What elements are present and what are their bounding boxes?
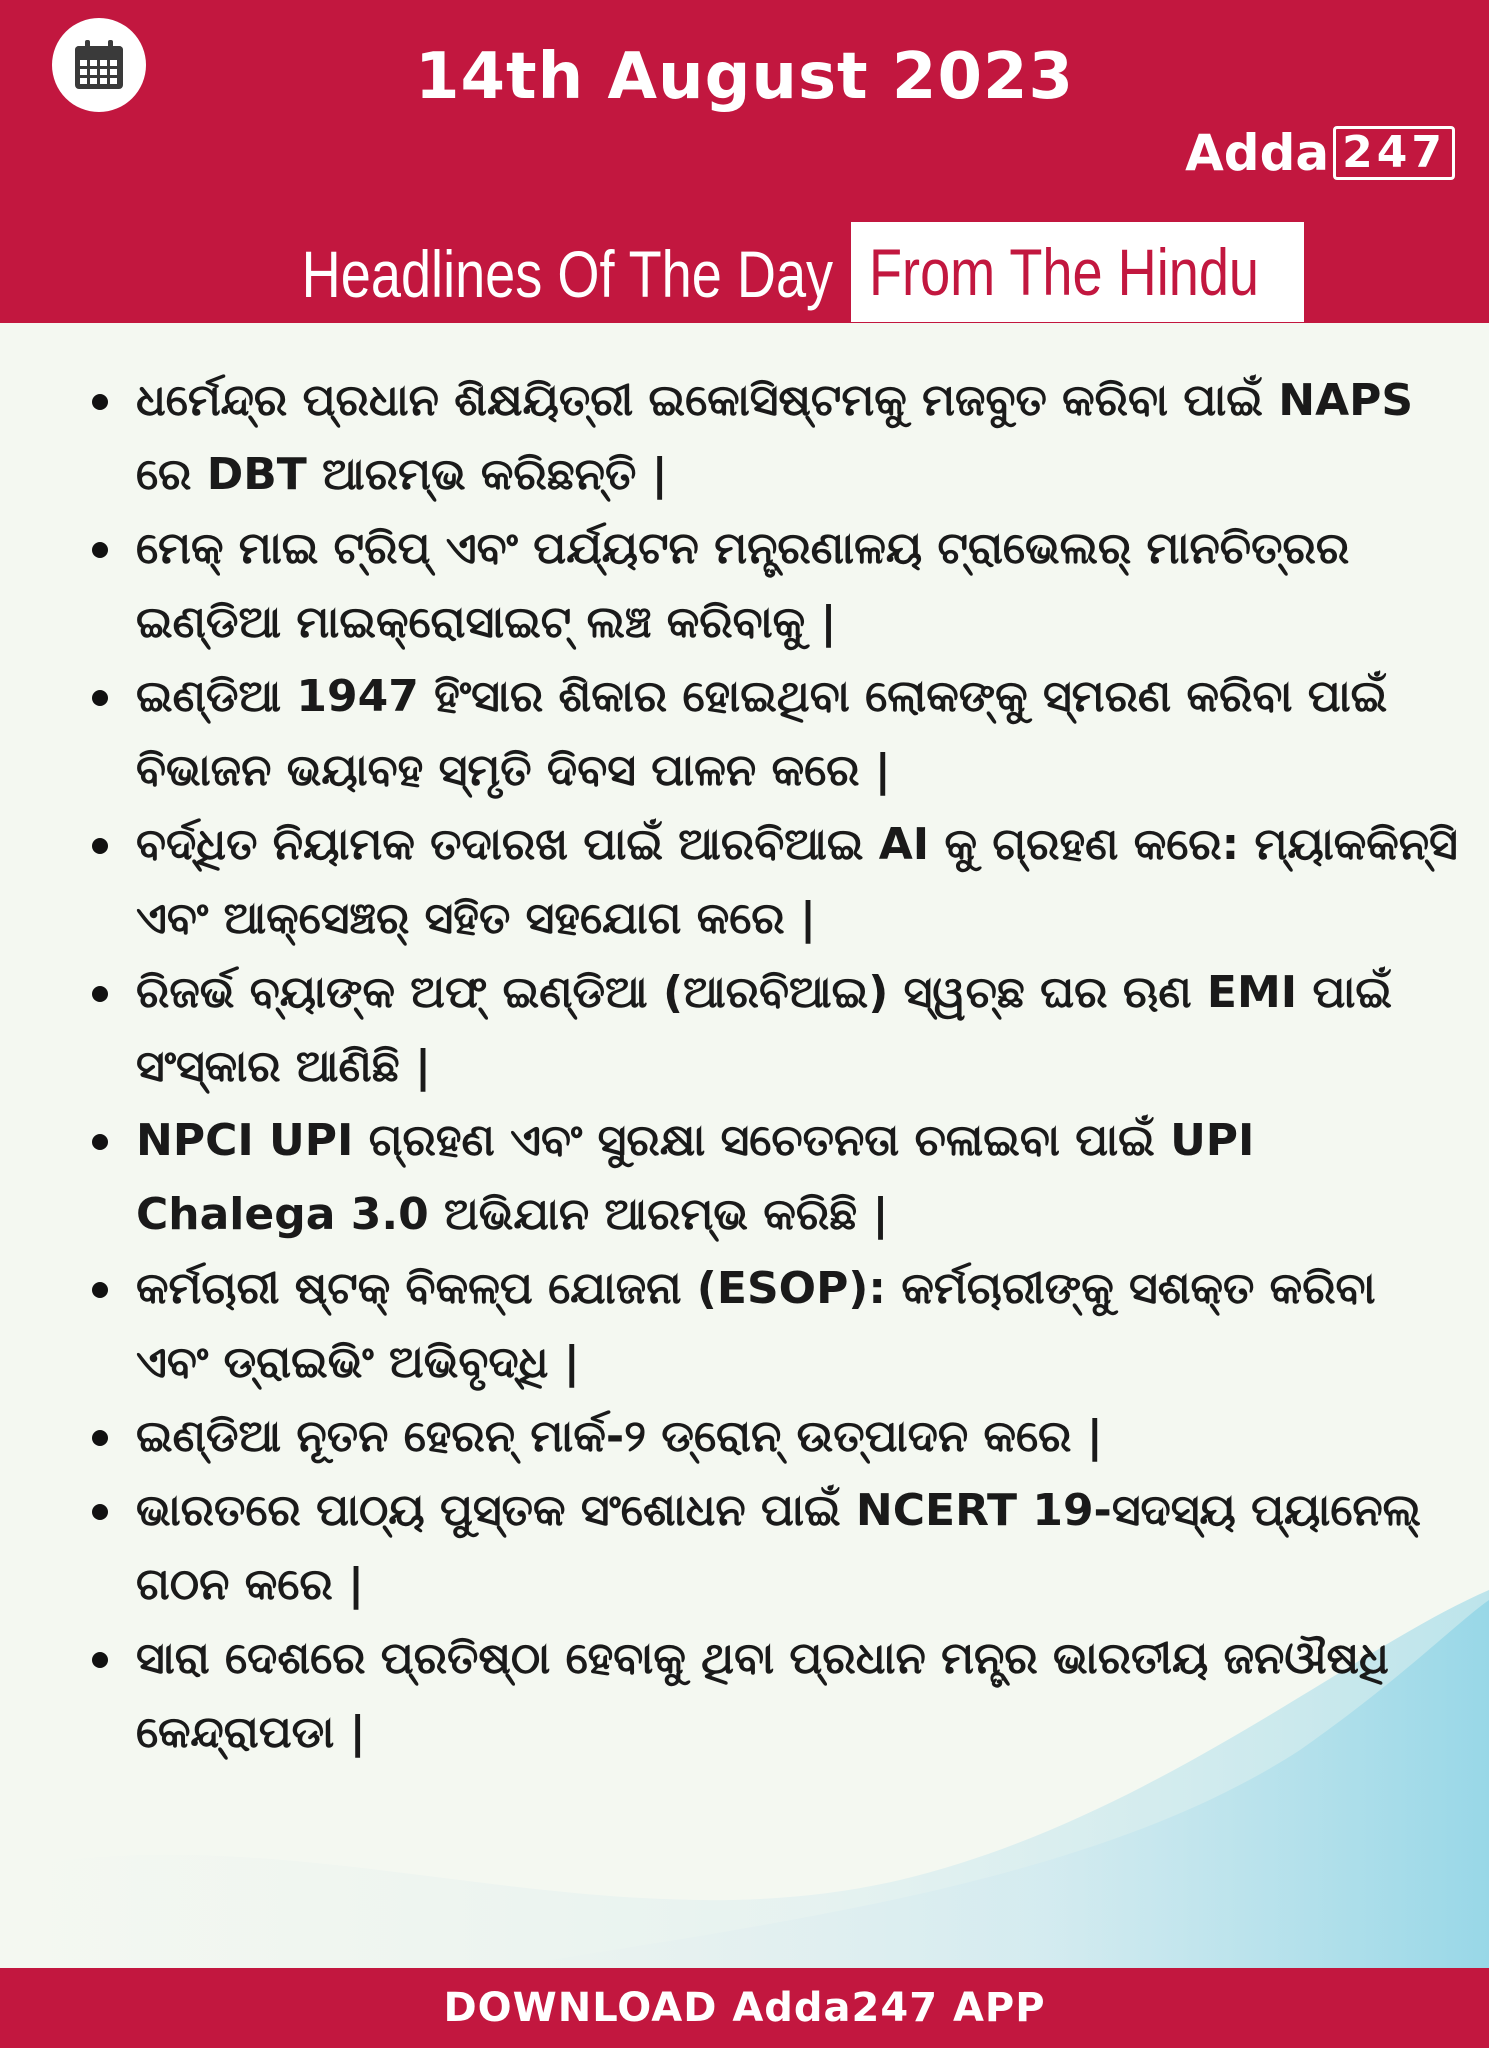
headline-text: ସାରା ଦେଶରେ ପ୍ରତିଷ୍ଠା ହେବାକୁ ଥିବା ପ୍ରଧାନ ମନ୍ତ୍ର ଭାରତୀୟ ଜନଔଷଧି କେନ୍ଦ୍ରାପଡା |: [136, 1633, 1389, 1758]
list-item: [70, 1104, 1460, 1252]
headline-text: ମେକ୍ ମାଇ ଟ୍ରିପ୍ ଏବଂ ପର୍ଯ୍ୟଟନ ମନ୍ତ୍ରଣାଳୟ ଟ୍ରାଭେଲର୍ ମାନଚିତ୍ରର ଇଣ୍ଡିଆ ମାଇକ୍ରୋସାଇଟ୍ ଲଞ୍ଚ କରିବାକୁ |: [136, 523, 1350, 648]
bullet-icon: [92, 1282, 108, 1298]
list-item: [70, 512, 1460, 660]
brand-logo: [1185, 124, 1455, 182]
bullet-icon: [92, 986, 108, 1002]
list-item: [70, 1474, 1460, 1622]
list-item: [70, 364, 1460, 512]
headline-text: ରିଜର୍ଭ ବ୍ୟାଙ୍କ ଅଫ୍ ଇଣ୍ଡିଆ (ଆରବିଆଇ) ସ୍ୱଚ୍ଛ ଘର ଋଣ EMI ପାଇଁ ସଂସ୍କାର ଆଣିଛି |: [136, 967, 1393, 1092]
headline-text: ଇଣ୍ଡିଆ 1947 ହିଂସାର ଶିକାର ହୋଇଥିବା ଲୋକଙ୍କୁ ସ୍ମରଣ କରିବା ପାଇଁ ବିଭାଜନ ଭୟାବହ ସ୍ମୃତି ଦିବସ ପାଳନ କରେ |: [136, 671, 1388, 796]
logo-number: 247: [1333, 126, 1455, 180]
headline-text: ଧର୍ମେନ୍ଦ୍ର ପ୍ରଧାନ ଶିକ୍ଷୟିତ୍ରୀ ଇକୋସିଷ୍ଟମକୁ ମଜବୁତ କରିବା ପାଇଁ NAPS ରେ DBT ଆରମ୍ଭ କରିଛନ୍ତି |: [136, 375, 1414, 500]
download-app-cta[interactable]: DOWNLOAD Adda247 APP: [443, 1985, 1046, 2031]
bullet-icon: [92, 394, 108, 410]
headline-text: କର୍ମଚାରୀ ଷ୍ଟକ୍ ବିକଳ୍ପ ଯୋଜନା (ESOP): କର୍ମଚାରୀଙ୍କୁ ସଶକ୍ତ କରିବା ଏବଂ ଡ୍ରାଇଭିଂ ଅଭିବୃଦ୍ଧି |: [136, 1263, 1376, 1388]
bullet-icon: [92, 1652, 108, 1668]
bullet-icon: [92, 690, 108, 706]
header-banner: [0, 0, 1489, 323]
source-label-box: [851, 222, 1305, 322]
bullet-icon: [92, 1504, 108, 1520]
list-item: [70, 956, 1460, 1104]
bullet-icon: [92, 1134, 108, 1150]
headline-text: ଭାରତରେ ପାଠ୍ୟ ପୁସ୍ତକ ସଂଶୋଧନ ପାଇଁ NCERT 19-ସଦସ୍ୟ ପ୍ୟାନେଲ୍ ଗଠନ କରେ |: [136, 1485, 1421, 1610]
bullet-icon: [92, 838, 108, 854]
headline-label: Headlines Of The Day: [301, 237, 833, 311]
headlines-list: [70, 364, 1460, 1770]
headline-text: ବର୍ଦ୍ଧିତ ନିୟାମକ ତଦାରଖ ପାଇଁ ଆରବିଆଇ AI କୁ ଗ୍ରହଣ କରେ: ମ୍ୟାକକିନ୍ସି ଏବଂ ଆକ୍ସେଞ୍ଚର୍ ସହିତ ସହଯୋଗ କରେ |: [136, 819, 1458, 944]
headline-row: [0, 222, 1489, 322]
footer-banner[interactable]: [0, 1968, 1489, 2048]
list-item: [70, 808, 1460, 956]
headline-text: ଇଣ୍ଡିଆ ନୂତନ ହେରନ୍ ମାର୍କ-୨ ଡ୍ରୋନ୍ ଉତ୍ପାଦନ କରେ |: [136, 1411, 1103, 1462]
list-item: [70, 1400, 1460, 1474]
date-title: 14th August 2023: [414, 40, 1075, 114]
logo-text: Adda: [1185, 124, 1330, 182]
list-item: [70, 1252, 1460, 1400]
bullet-icon: [92, 542, 108, 558]
list-item: [70, 660, 1460, 808]
list-item: [70, 1622, 1460, 1770]
bullet-icon: [92, 1430, 108, 1446]
headline-text: NPCI UPI ଗ୍ରହଣ ଏବଂ ସୁରକ୍ଷା ସଚେତନତା ଚଳାଇବା ପାଇଁ UPI Chalega 3.0 ଅଭିଯାନ ଆରମ୍ଭ କରିଛି |: [136, 1115, 1255, 1240]
source-label: From The Hindu: [868, 235, 1259, 309]
